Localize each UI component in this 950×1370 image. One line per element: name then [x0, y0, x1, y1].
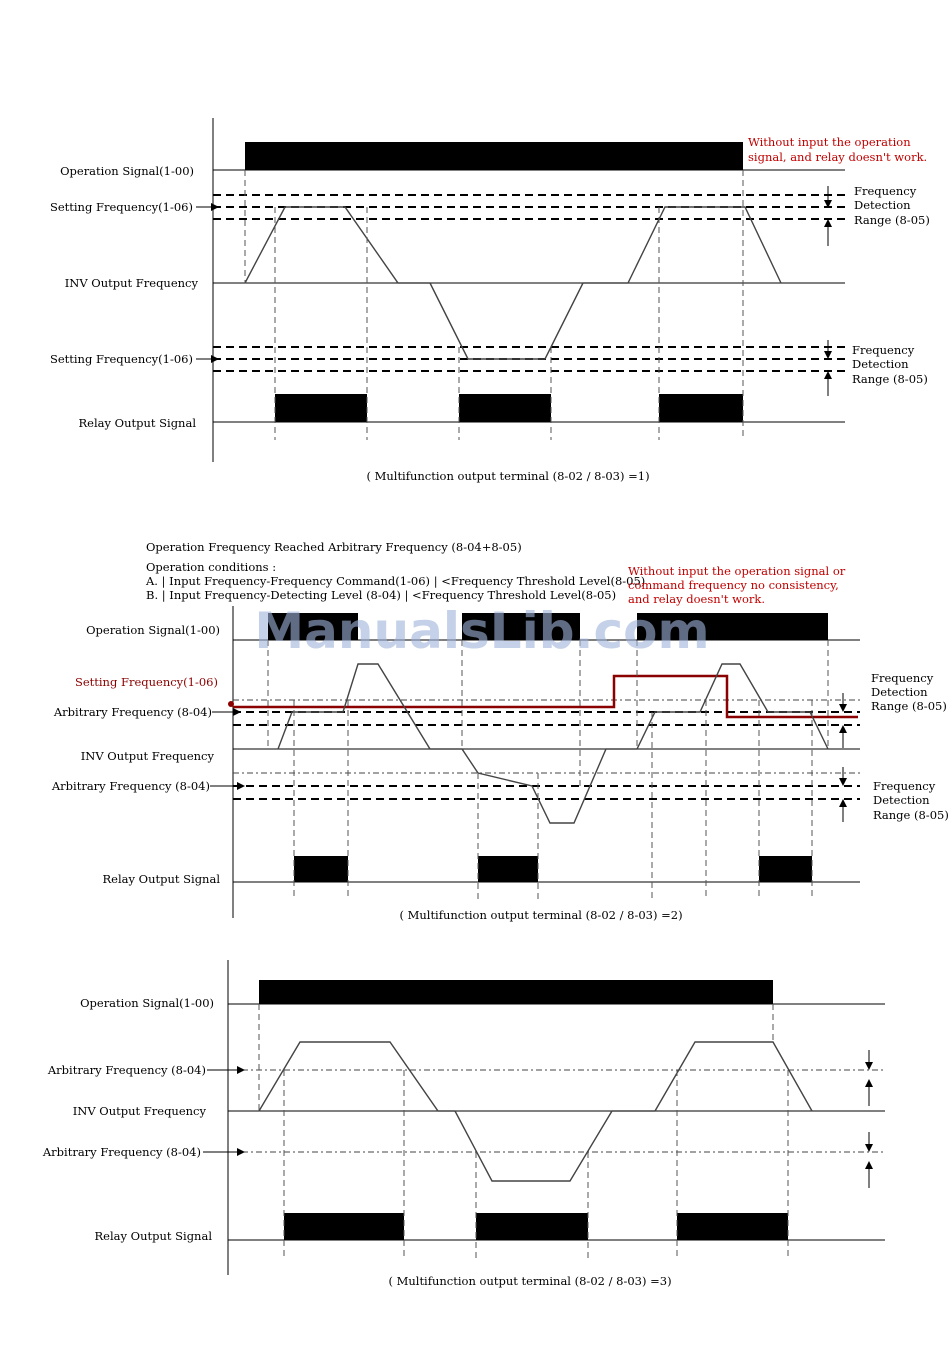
d1-range-text: Detection: [854, 198, 911, 212]
d3-op-pulse: [259, 980, 773, 1004]
d3-inv-label: INV Output Frequency: [72, 1104, 206, 1118]
d1-range-text: Frequency: [854, 184, 917, 198]
d1-inv-label: INV Output Frequency: [64, 276, 198, 290]
d1-note-line-2: signal, and relay doesn't work.: [748, 150, 928, 164]
d2-setting-freq-trace: [233, 676, 858, 717]
d3-relay-label: Relay Output Signal: [94, 1229, 212, 1243]
d2-relay-label: Relay Output Signal: [102, 872, 220, 886]
d2-title: Operation Frequency Reached Arbitrary Frequency (8-04+8-05): [146, 540, 522, 554]
d2-set-freq-label: Setting Frequency(1-06): [74, 675, 218, 689]
d2-note-line-3: and relay doesn't work.: [628, 592, 765, 606]
d1-range-text: Detection: [852, 357, 909, 371]
diagram-2: [51, 540, 949, 922]
d2-caption: ( Multifunction output terminal (8-02 / 8-03) =2): [399, 908, 683, 922]
d3-relay-pulse-3: [677, 1213, 788, 1240]
d2-note-line-1: Without input the operation signal or: [628, 564, 846, 578]
d1-op-pulse: [245, 142, 743, 170]
d3-arb-freq-label: Arbitrary Frequency (8-04): [47, 1063, 206, 1077]
d1-set-freq-neg-label: Setting Frequency(1-06): [49, 352, 193, 366]
d1-note-line-1: Without input the operation: [748, 135, 911, 149]
d2-setting-freq-marker: [228, 701, 234, 707]
d2-arb-freq-label: Arbitrary Frequency (8-04): [53, 705, 212, 719]
d3-relay-pulse-2: [476, 1213, 588, 1240]
d2-range-text: Detection: [871, 685, 928, 699]
d2-inv-label: INV Output Frequency: [80, 749, 214, 763]
d2-relay-pulse-2: [478, 856, 538, 882]
d2-condition-a: A. | Input Frequency-Frequency Command(1-06) | <Frequency Threshold Level(8-05): [146, 574, 646, 588]
d1-caption: ( Multifunction output terminal (8-02 / 8-03) =1): [366, 469, 650, 483]
d2-condition-b: B. | Input Frequency-Detecting Level (8-04) | <Frequency Threshold Level(8-05): [146, 588, 617, 602]
diagram-1: [50, 118, 930, 483]
d1-op-signal-label: Operation Signal(1-00): [60, 164, 194, 178]
d3-caption: ( Multifunction output terminal (8-02 / 8-03) =3): [388, 1274, 672, 1288]
d2-arb-freq-neg-label: Arbitrary Frequency (8-04): [51, 779, 210, 793]
d3-arb-freq-neg-label: Arbitrary Frequency (8-04): [42, 1145, 201, 1159]
d1-relay-label: Relay Output Signal: [78, 416, 196, 430]
d1-range-text: Range (8-05): [854, 213, 930, 227]
d1-range-text: Frequency: [852, 343, 915, 357]
d2-range-text: Range (8-05): [873, 808, 949, 822]
d3-op-signal-label: Operation Signal(1-00): [80, 996, 214, 1010]
d2-range-text: Frequency: [871, 671, 934, 685]
diagram-3: [42, 960, 885, 1288]
d1-set-freq-label: Setting Frequency(1-06): [49, 200, 193, 214]
watermark-text: ManualsLib.com: [254, 602, 710, 660]
d1-relay-pulse-3: [659, 394, 743, 422]
d1-relay-pulse-1: [275, 394, 367, 422]
d2-range-text: Detection: [873, 793, 930, 807]
d2-relay-pulse-1: [294, 856, 348, 882]
d2-conditions-heading: Operation conditions :: [146, 560, 277, 574]
d2-range-text: Frequency: [873, 779, 936, 793]
d3-relay-pulse-1: [284, 1213, 404, 1240]
d2-note-line-2: command frequency no consistency,: [628, 578, 839, 592]
d1-range-text: Range (8-05): [852, 372, 928, 386]
d2-op-signal-label: Operation Signal(1-00): [86, 623, 220, 637]
d1-relay-pulse-2: [459, 394, 551, 422]
d2-range-text: Range (8-05): [871, 699, 947, 713]
d2-relay-pulse-3: [759, 856, 812, 882]
